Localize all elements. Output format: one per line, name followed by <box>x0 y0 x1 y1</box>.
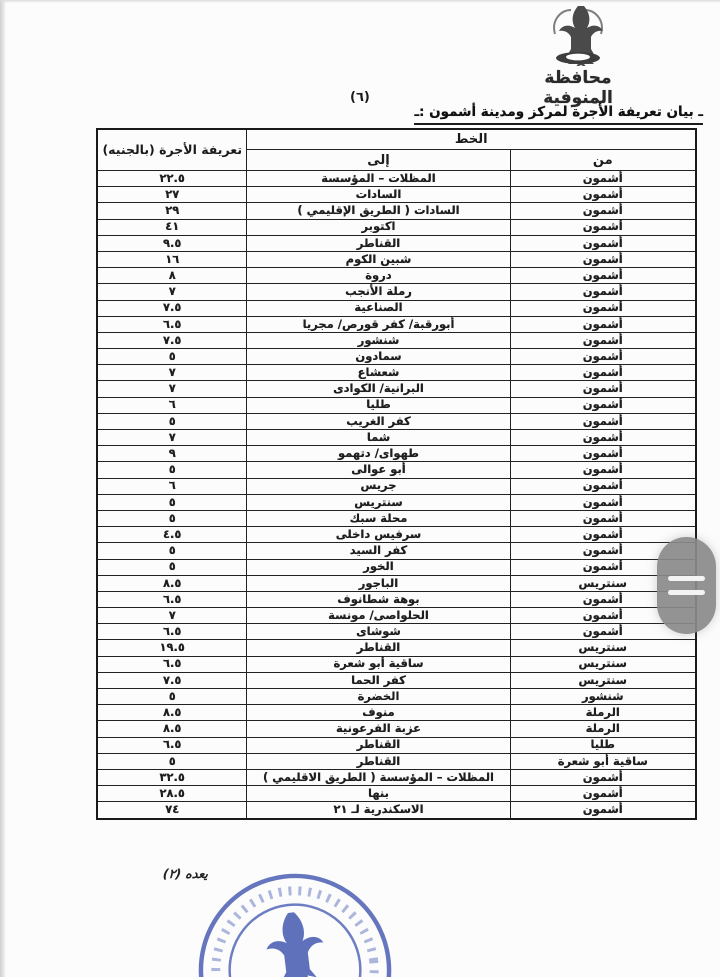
from-cell: أشمون <box>510 769 696 785</box>
to-cell: سمادون <box>247 349 510 365</box>
from-cell: أشمون <box>510 478 696 494</box>
table-row <box>97 591 696 607</box>
fare-table-body <box>97 171 696 819</box>
fare-cell: ٥ <box>97 494 247 510</box>
fare-cell: ٥ <box>97 462 247 478</box>
from-cell: سنتريس <box>510 656 696 672</box>
to-cell: الاسكندرية لـ ٢١ <box>247 802 510 819</box>
table-row <box>97 672 696 688</box>
from-cell: أشمون <box>510 413 696 429</box>
from-cell: طليا <box>510 737 696 753</box>
fare-cell: ٨.٥ <box>97 575 247 591</box>
from-cell: سنتريس <box>510 672 696 688</box>
floating-handle-button[interactable] <box>657 537 716 634</box>
from-cell: أشمون <box>510 624 696 640</box>
to-cell: القناطر <box>247 640 510 656</box>
governorate-header <box>508 4 648 108</box>
fare-table-header <box>97 129 696 171</box>
table-row <box>97 397 696 413</box>
official-stamp-icon <box>185 860 406 977</box>
table-row <box>97 753 696 769</box>
to-cell: القناطر <box>247 737 510 753</box>
to-cell: عزبة الفرعونية <box>247 721 510 737</box>
table-row <box>97 349 696 365</box>
to-cell: شما <box>247 430 510 446</box>
fare-cell: ٥ <box>97 559 247 575</box>
fare-cell: ٥ <box>97 349 247 365</box>
to-cell: بنها <box>247 786 510 802</box>
page-number: (٦) <box>350 90 370 105</box>
table-row <box>97 769 696 785</box>
to-cell: شعشاع <box>247 365 510 381</box>
to-cell: طليا <box>247 397 510 413</box>
to-cell: أبو عوالى <box>247 462 510 478</box>
fare-cell: ٣٢.٥ <box>97 769 247 785</box>
fare-cell: ٧ <box>97 381 247 397</box>
table-row <box>97 802 696 819</box>
fare-cell: ٧ <box>97 608 247 624</box>
from-cell: الرملة <box>510 721 696 737</box>
fare-cell: ٩.٥ <box>97 235 247 251</box>
fare-cell: ٧.٥ <box>97 300 247 316</box>
from-cell: أشمون <box>510 187 696 203</box>
table-row <box>97 527 696 543</box>
fare-cell: ٥ <box>97 413 247 429</box>
fare-cell: ٥ <box>97 753 247 769</box>
fare-cell: ٧ <box>97 430 247 446</box>
page-title: ـ بيان تعريفة الأجرة لمركز ومدينة أشمون :ـ <box>414 104 703 125</box>
to-cell: الحلواصى/ مونسة <box>247 608 510 624</box>
fare-cell: ٧.٥ <box>97 672 247 688</box>
to-cell: شوشاى <box>247 624 510 640</box>
fare-cell: ٦.٥ <box>97 316 247 332</box>
from-cell: أشمون <box>510 268 696 284</box>
table-row <box>97 300 696 316</box>
to-cell: ساقية أبو شعرة <box>247 656 510 672</box>
to-cell: كفر السيد <box>247 543 510 559</box>
to-cell: القناطر <box>247 753 510 769</box>
to-cell: البرانية/ الكوادى <box>247 381 510 397</box>
from-cell: أشمون <box>510 171 696 187</box>
from-cell: أشمون <box>510 462 696 478</box>
from-cell: أشمون <box>510 203 696 219</box>
governorate-name: محافظة المنوفية <box>543 68 613 108</box>
column-header-fare: تعريفة الأجرة (بالجنيه) <box>97 129 247 171</box>
to-cell: دروة <box>247 268 510 284</box>
from-cell: أشمون <box>510 802 696 819</box>
from-cell: سنتريس <box>510 575 696 591</box>
from-cell: أشمون <box>510 559 696 575</box>
column-header-to: إلى <box>247 150 510 171</box>
fare-cell: ١٩.٥ <box>97 640 247 656</box>
table-row <box>97 640 696 656</box>
table-row <box>97 608 696 624</box>
to-cell: شنشور <box>247 332 510 348</box>
scan-edge-top <box>0 0 720 3</box>
table-row <box>97 446 696 462</box>
to-cell: السادات ( الطريق الإقليمي ) <box>247 203 510 219</box>
table-row <box>97 203 696 219</box>
table-row <box>97 365 696 381</box>
table-row <box>97 381 696 397</box>
from-cell: أشمون <box>510 786 696 802</box>
table-row <box>97 316 696 332</box>
to-cell: الباجور <box>247 575 510 591</box>
table-row <box>97 510 696 526</box>
table-row <box>97 171 696 187</box>
from-cell: ساقية أبو شعرة <box>510 753 696 769</box>
column-header-line: الخط <box>247 129 696 150</box>
from-cell: أشمون <box>510 332 696 348</box>
table-row <box>97 543 696 559</box>
fare-cell: ٧.٥ <box>97 332 247 348</box>
to-cell: الصناعية <box>247 300 510 316</box>
from-cell: أشمون <box>510 235 696 251</box>
from-cell: أشمون <box>510 608 696 624</box>
fare-cell: ٤.٥ <box>97 527 247 543</box>
fare-cell: ٤١ <box>97 219 247 235</box>
table-row <box>97 478 696 494</box>
to-cell: القناطر <box>247 235 510 251</box>
eagle-emblem-icon <box>508 4 648 66</box>
to-cell: الخضرة <box>247 689 510 705</box>
fare-cell: ٦ <box>97 397 247 413</box>
to-cell: جريس <box>247 478 510 494</box>
to-cell: بوهة شطانوف <box>247 591 510 607</box>
to-cell: الخور <box>247 559 510 575</box>
fare-cell: ٦.٥ <box>97 624 247 640</box>
from-cell: الرملة <box>510 705 696 721</box>
fare-table <box>96 128 697 820</box>
to-cell: منوف <box>247 705 510 721</box>
fare-cell: ١٦ <box>97 251 247 267</box>
footer-note: يعده (٢) <box>162 866 209 881</box>
from-cell: سنتريس <box>510 640 696 656</box>
table-row <box>97 251 696 267</box>
from-cell: أشمون <box>510 251 696 267</box>
table-row <box>97 187 696 203</box>
table-row <box>97 284 696 300</box>
table-row <box>97 494 696 510</box>
from-cell: أشمون <box>510 365 696 381</box>
from-cell: أشمون <box>510 381 696 397</box>
table-row <box>97 705 696 721</box>
from-cell: أشمون <box>510 284 696 300</box>
fare-cell: ٧٤ <box>97 802 247 819</box>
to-cell: سرفيس داخلى <box>247 527 510 543</box>
from-cell: أشمون <box>510 219 696 235</box>
to-cell: طهواى/ دتهمو <box>247 446 510 462</box>
from-cell: أشمون <box>510 543 696 559</box>
to-cell: المظلات – المؤسسة <box>247 171 510 187</box>
table-row <box>97 413 696 429</box>
to-cell: المظلات – المؤسسة ( الطريق الاقليمي ) <box>247 769 510 785</box>
from-cell: أشمون <box>510 591 696 607</box>
fare-cell: ٥ <box>97 510 247 526</box>
table-row <box>97 235 696 251</box>
fare-cell: ٢٨.٥ <box>97 786 247 802</box>
table-row <box>97 624 696 640</box>
fare-cell: ٩ <box>97 446 247 462</box>
fare-cell: ٢٧ <box>97 187 247 203</box>
table-row <box>97 462 696 478</box>
table-row <box>97 656 696 672</box>
fare-cell: ٧ <box>97 365 247 381</box>
from-cell: أشمون <box>510 527 696 543</box>
fare-cell: ٢٩ <box>97 203 247 219</box>
table-row <box>97 332 696 348</box>
to-cell: كفر الحما <box>247 672 510 688</box>
table-row <box>97 689 696 705</box>
from-cell: أشمون <box>510 494 696 510</box>
from-cell: أشمون <box>510 349 696 365</box>
to-cell: كفر الغريب <box>247 413 510 429</box>
fare-cell: ٢٢.٥ <box>97 171 247 187</box>
scan-edge-left <box>0 0 6 977</box>
from-cell: أشمون <box>510 430 696 446</box>
to-cell: شبين الكوم <box>247 251 510 267</box>
fare-cell: ٦ <box>97 478 247 494</box>
table-row <box>97 575 696 591</box>
from-cell: أشمون <box>510 446 696 462</box>
from-cell: أشمون <box>510 300 696 316</box>
fare-cell: ٨.٥ <box>97 705 247 721</box>
fare-cell: ٧ <box>97 284 247 300</box>
table-row <box>97 219 696 235</box>
fare-cell: ٨.٥ <box>97 721 247 737</box>
table-row <box>97 559 696 575</box>
fare-cell: ٥ <box>97 543 247 559</box>
to-cell: أبورقبة/ كفر قورص/ مجريا <box>247 316 510 332</box>
from-cell: شنشور <box>510 689 696 705</box>
table-row <box>97 721 696 737</box>
fare-cell: ٨ <box>97 268 247 284</box>
table-row <box>97 268 696 284</box>
from-cell: أشمون <box>510 316 696 332</box>
fare-cell: ٥ <box>97 689 247 705</box>
from-cell: أشمون <box>510 397 696 413</box>
fare-cell: ٦.٥ <box>97 737 247 753</box>
column-header-from: من <box>510 150 696 171</box>
table-row <box>97 430 696 446</box>
fare-cell: ٦.٥ <box>97 591 247 607</box>
to-cell: رملة الأنجب <box>247 284 510 300</box>
fare-cell: ٦.٥ <box>97 656 247 672</box>
table-row <box>97 737 696 753</box>
to-cell: سنتريس <box>247 494 510 510</box>
to-cell: محلة سبك <box>247 510 510 526</box>
to-cell: اكتوبر <box>247 219 510 235</box>
table-row <box>97 786 696 802</box>
to-cell: السادات <box>247 187 510 203</box>
from-cell: أشمون <box>510 510 696 526</box>
